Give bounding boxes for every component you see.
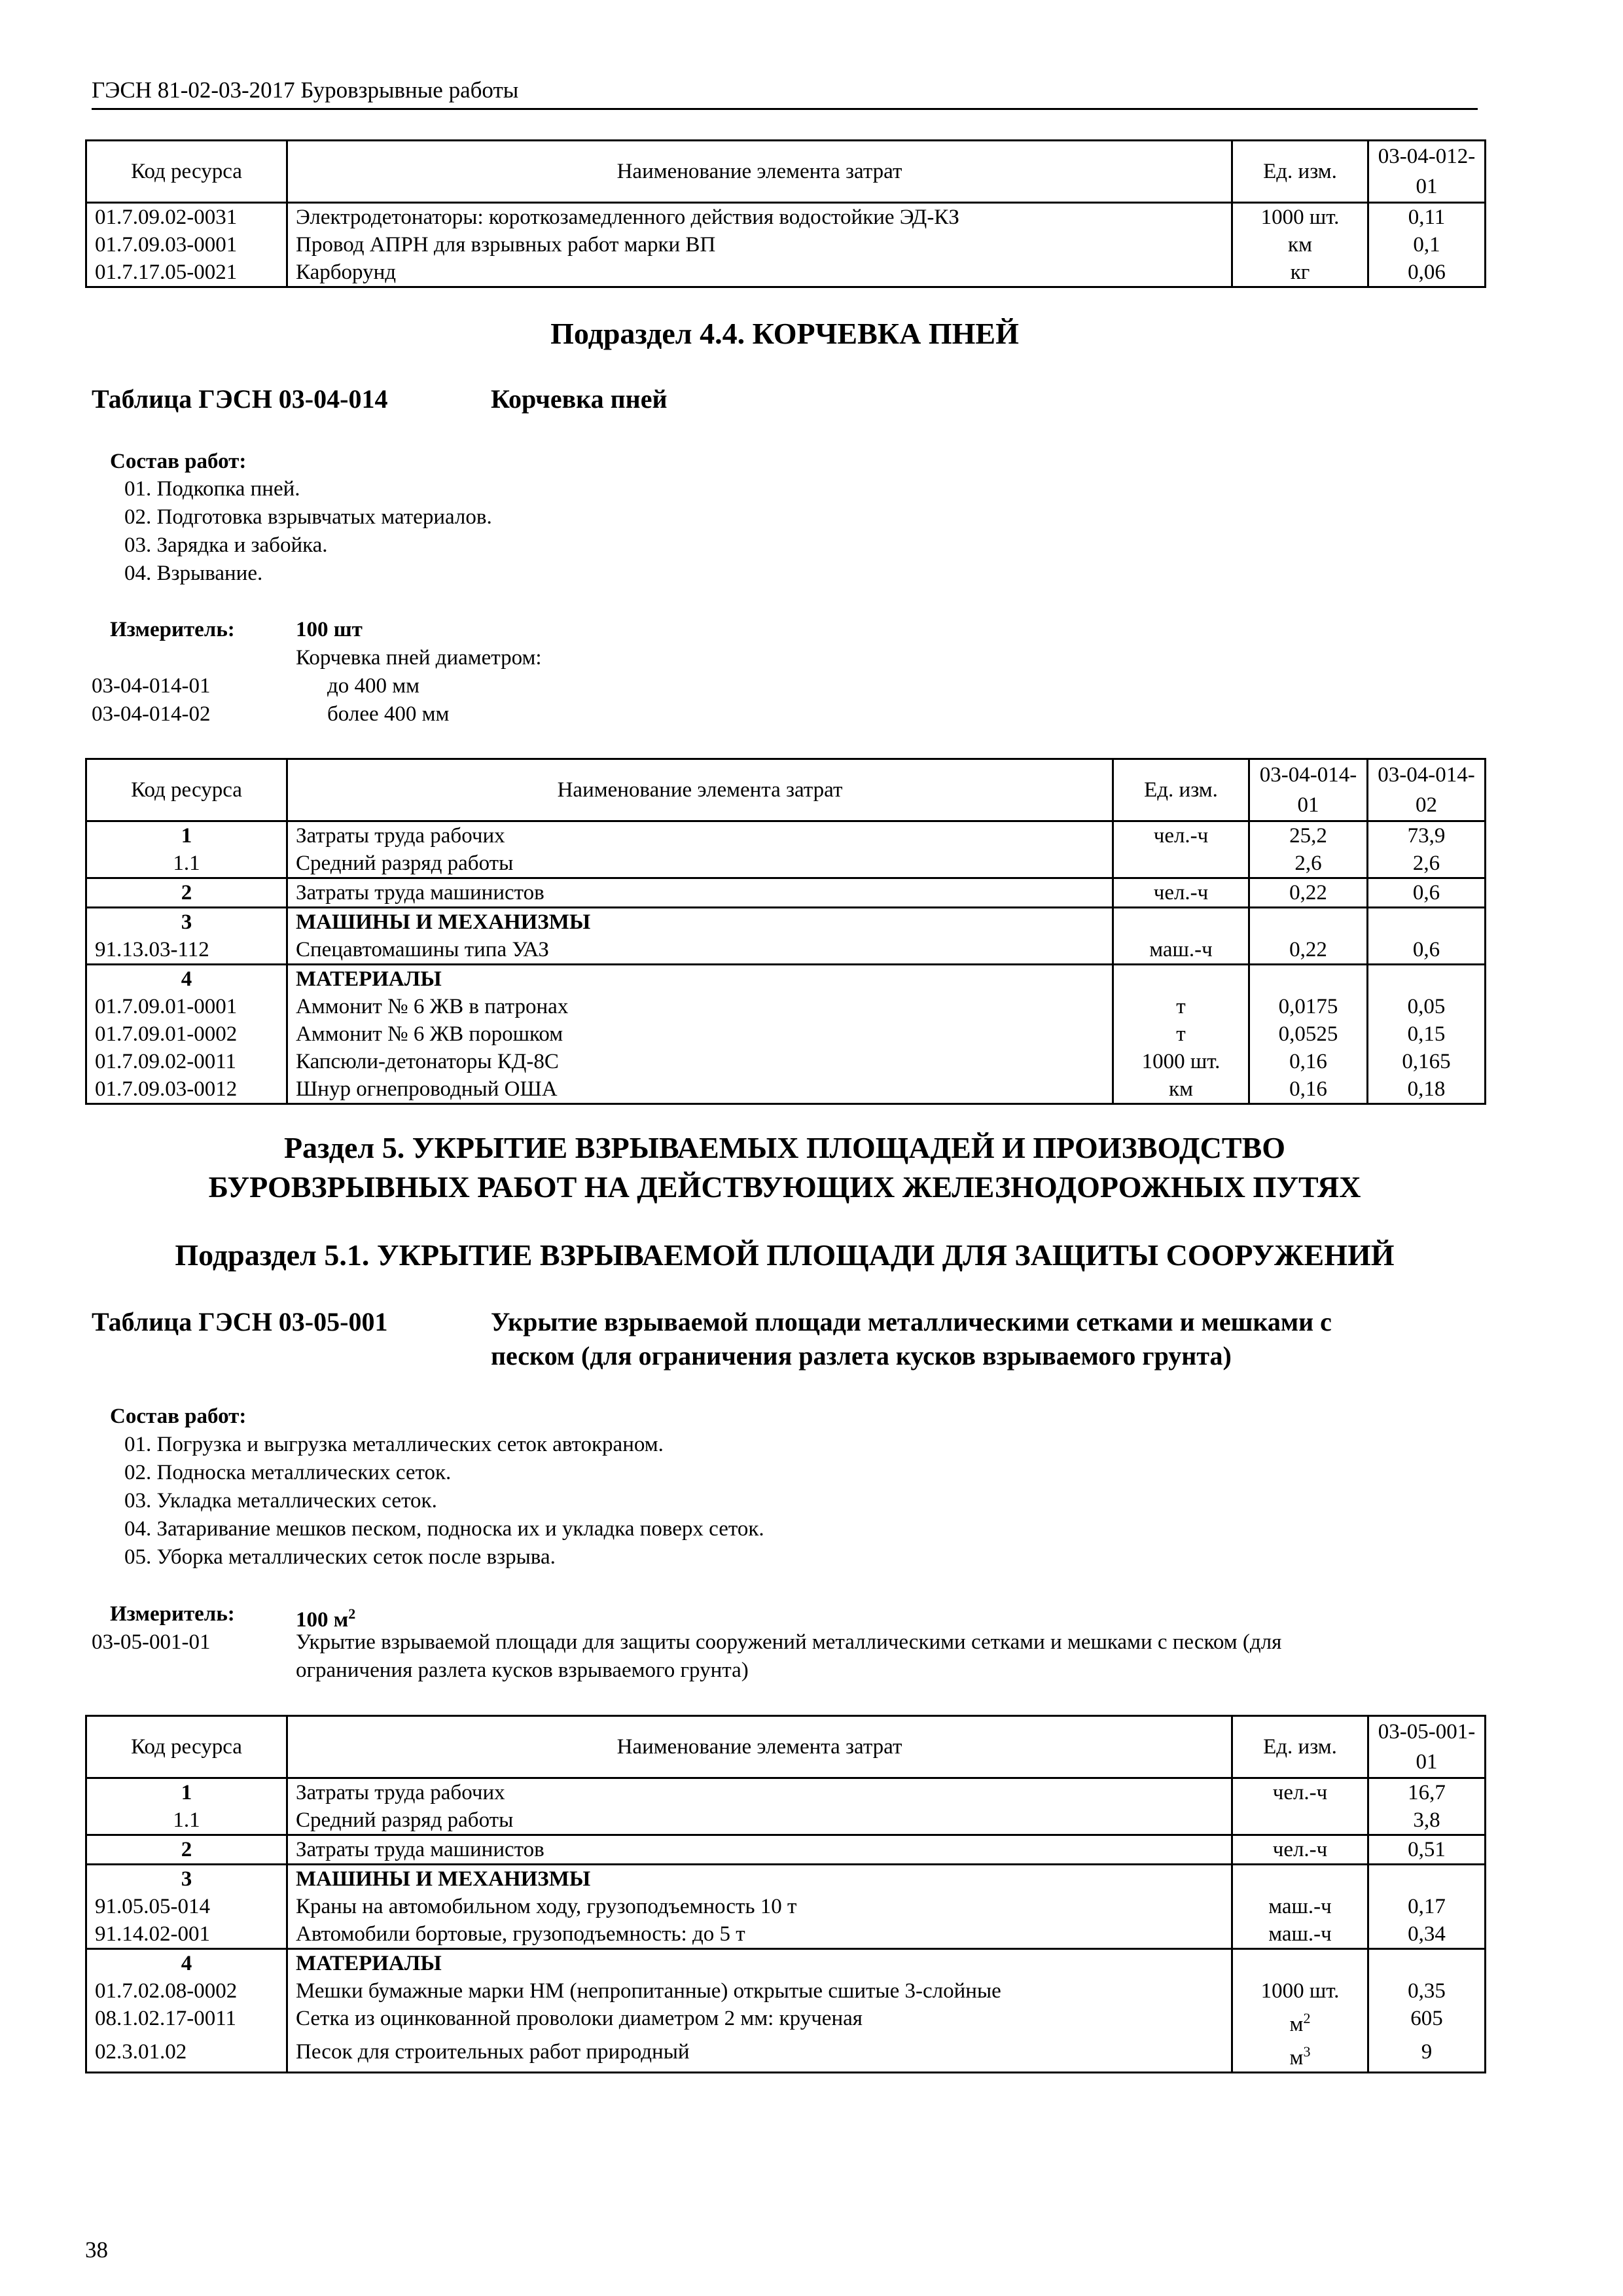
resource-code: 91.05.05-014 xyxy=(86,1893,287,1920)
resource-unit: 1000 шт. xyxy=(1113,1048,1249,1075)
work-composition-label: Состав работ: xyxy=(110,1405,247,1428)
resource-code: 91.13.03-112 xyxy=(86,936,287,965)
resource-value: 3,8 xyxy=(1368,1806,1486,1835)
table-title-line2: песком (для ограничения разлета кусков взрываемого грунта) xyxy=(491,1341,1232,1371)
resource-code: 91.14.02-001 xyxy=(86,1920,287,1949)
resource-unit: маш.-ч xyxy=(1232,1893,1368,1920)
resource-unit: 1000 шт. xyxy=(1232,203,1368,232)
resource-code: 2 xyxy=(86,1835,287,1865)
col-header-code: Код ресурса xyxy=(86,141,287,203)
resource-value: 2,6 xyxy=(1368,850,1486,878)
resource-code: 01.7.17.05-0021 xyxy=(86,259,287,287)
meter-description: Корчевка пней диаметром: xyxy=(296,646,542,670)
resource-group-name: МАШИНЫ И МЕХАНИЗМЫ xyxy=(287,1865,1232,1893)
table-row xyxy=(86,821,1486,850)
table-row xyxy=(86,908,1486,937)
table-title: Корчевка пней xyxy=(491,384,668,414)
resource-value: 605 xyxy=(1368,2005,1486,2038)
page-number: 38 xyxy=(85,2237,108,2263)
resource-unit: чел.-ч xyxy=(1113,878,1249,908)
resource-unit xyxy=(1232,1806,1368,1835)
meter-value: 100 $м^2$ xyxy=(296,1605,356,1632)
norm-code: 03-04-014-01 xyxy=(92,674,211,698)
resource-unit xyxy=(1113,965,1249,994)
resource-code: 01.7.09.02-0031 xyxy=(86,203,287,232)
resource-name: Сетка из оцинкованной проволоки диаметром 2 мм: крученая xyxy=(287,2005,1232,2038)
resource-code: 01.7.09.01-0002 xyxy=(86,1020,287,1048)
table-row xyxy=(86,231,1486,259)
resource-table-03-04-012 xyxy=(85,139,1486,288)
subsection-heading: Подраздел 5.1. УКРЫТИЕ ВЗРЫВАЕМОЙ ПЛОЩАДИ ДЛЯ ЗАЩИТЫ СООРУЖЕНИЙ xyxy=(175,1238,1395,1272)
resource-unit: т xyxy=(1113,1020,1249,1048)
resource-code: 1.1 xyxy=(86,850,287,878)
resource-unit: кг xyxy=(1232,259,1368,287)
resource-value xyxy=(1368,1949,1486,1978)
resource-value: 0,22 xyxy=(1249,878,1368,908)
resource-unit: $м^3$ xyxy=(1232,2038,1368,2073)
col-header-norm: 03-04-012-01 xyxy=(1368,141,1486,203)
resource-code: 3 xyxy=(86,1865,287,1893)
resource-unit: маш.-ч xyxy=(1232,1920,1368,1949)
resource-code: 08.1.02.17-0011 xyxy=(86,2005,287,2038)
resource-value: 0,06 xyxy=(1368,259,1486,287)
resource-name: Средний разряд работы xyxy=(287,1806,1232,1835)
resource-code: 4 xyxy=(86,965,287,994)
norm-text: более 400 мм xyxy=(327,702,450,726)
resource-table-03-05-001 xyxy=(85,1715,1486,2073)
resource-value: 0,6 xyxy=(1368,878,1486,908)
table-row xyxy=(86,1806,1486,1835)
resource-unit: км xyxy=(1232,231,1368,259)
table-row xyxy=(86,993,1486,1020)
resource-unit xyxy=(1113,908,1249,937)
col-header-norm: 03-04-014-01 xyxy=(1249,759,1368,821)
col-header-unit: Ед. изм. xyxy=(1232,1716,1368,1778)
col-header-norm: 03-04-014-02 xyxy=(1368,759,1486,821)
resource-name: Средний разряд работы xyxy=(287,850,1113,878)
resource-value: 0,15 xyxy=(1368,1020,1486,1048)
resource-code: 01.7.02.08-0002 xyxy=(86,1977,287,2005)
col-header-code: Код ресурса xyxy=(86,1716,287,1778)
table-row xyxy=(86,259,1486,287)
table-row xyxy=(86,2038,1486,2073)
resource-code: 01.7.09.03-0001 xyxy=(86,231,287,259)
resource-name: Карборунд xyxy=(287,259,1232,287)
resource-code: 1 xyxy=(86,1778,287,1807)
resource-value xyxy=(1249,908,1368,937)
table-header-row xyxy=(86,759,1486,821)
resource-group-name: МАШИНЫ И МЕХАНИЗМЫ xyxy=(287,908,1113,937)
running-header: ГЭСН 81-02-03-2017 Буровзрывные работы xyxy=(92,77,519,103)
resource-code: 02.3.01.02 xyxy=(86,2038,287,2073)
resource-value: 0,22 xyxy=(1249,936,1368,965)
norm-text-line2: ограничения разлета кусков взрываемого грунта) xyxy=(296,1659,749,1682)
col-header-name: Наименование элемента затрат xyxy=(287,141,1232,203)
resource-unit: чел.-ч xyxy=(1113,821,1249,850)
resource-code: 3 xyxy=(86,908,287,937)
col-header-norm: 03-05-001-01 xyxy=(1368,1716,1486,1778)
resource-value: 16,7 xyxy=(1368,1778,1486,1807)
resource-value: 0,34 xyxy=(1368,1920,1486,1949)
resource-name: Автомобили бортовые, грузоподъемность: до 5 т xyxy=(287,1920,1232,1949)
resource-table-03-04-014 xyxy=(85,758,1486,1105)
resource-code: 1 xyxy=(86,821,287,850)
col-header-unit: Ед. изм. xyxy=(1113,759,1249,821)
resource-code: 1.1 xyxy=(86,1806,287,1835)
resource-group-name: МАТЕРИАЛЫ xyxy=(287,1949,1232,1978)
resource-value: 0,11 xyxy=(1368,203,1486,232)
table-row xyxy=(86,850,1486,878)
table-row xyxy=(86,936,1486,965)
resource-value xyxy=(1249,965,1368,994)
table-row xyxy=(86,1920,1486,1949)
resource-value: 0,17 xyxy=(1368,1893,1486,1920)
table-row xyxy=(86,203,1486,232)
section-heading-line1: Раздел 5. УКРЫТИЕ ВЗРЫВАЕМЫХ ПЛОЩАДЕЙ И ПРОИЗВОДСТВО xyxy=(283,1131,1286,1164)
norm-code: 03-04-014-02 xyxy=(92,702,211,726)
resource-name: Затраты труда машинистов xyxy=(287,1835,1232,1865)
work-item: 03. Укладка металлических сеток. xyxy=(124,1489,437,1513)
resource-value: 0,05 xyxy=(1368,993,1486,1020)
resource-value: 9 xyxy=(1368,2038,1486,2073)
table-row xyxy=(86,1075,1486,1104)
col-header-name: Наименование элемента затрат xyxy=(287,759,1113,821)
resource-name: Песок для строительных работ природный xyxy=(287,2038,1232,2073)
resource-name: Электродетонаторы: короткозамедленного действия водостойкие ЭД-КЗ xyxy=(287,203,1232,232)
resource-code: 01.7.09.02-0011 xyxy=(86,1048,287,1075)
header-rule xyxy=(92,108,1478,110)
resource-unit: $м^2$ xyxy=(1232,2005,1368,2038)
resource-value: 0,165 xyxy=(1368,1048,1486,1075)
resource-name: Затраты труда машинистов xyxy=(287,878,1113,908)
resource-unit xyxy=(1232,1865,1368,1893)
resource-value: 0,1 xyxy=(1368,231,1486,259)
norm-text: до 400 мм xyxy=(327,674,420,698)
work-item: 02. Подготовка взрывчатых материалов. xyxy=(124,505,492,529)
resource-name: Затраты труда рабочих xyxy=(287,1778,1232,1807)
work-item: 04. Затаривание мешков песком, подноска их и укладка поверх сеток. xyxy=(124,1517,764,1541)
work-item: 02. Подноска металлических сеток. xyxy=(124,1461,452,1484)
norm-text-line1: Укрытие взрываемой площади для защиты сооружений металлическими сетками и мешками с песком (для xyxy=(296,1630,1282,1654)
work-item: 01. Подкопка пней. xyxy=(124,477,300,501)
section-heading-line2: БУРОВЗРЫВНЫХ РАБОТ НА ДЕЙСТВУЮЩИХ ЖЕЛЕЗНОДОРОЖНЫХ ПУТЯХ xyxy=(208,1170,1361,1204)
meter-label: Измеритель: xyxy=(110,618,235,641)
resource-code: 2 xyxy=(86,878,287,908)
resource-name: Краны на автомобильном ходу, грузоподъемность 10 т xyxy=(287,1893,1232,1920)
resource-value: 0,6 xyxy=(1368,936,1486,965)
table-row xyxy=(86,878,1486,908)
work-composition-label: Состав работ: xyxy=(110,450,247,473)
resource-value: 0,0175 xyxy=(1249,993,1368,1020)
resource-unit: чел.-ч xyxy=(1232,1835,1368,1865)
col-header-code: Код ресурса xyxy=(86,759,287,821)
table-label: Таблица ГЭСН 03-04-014 xyxy=(92,384,388,414)
resource-unit xyxy=(1113,850,1249,878)
resource-code: 01.7.09.03-0012 xyxy=(86,1075,287,1104)
meter-label: Измеритель: xyxy=(110,1602,235,1626)
table-title-line1: Укрытие взрываемой площади металлическими сетками и мешками с xyxy=(491,1307,1332,1336)
resource-code: 4 xyxy=(86,1949,287,1978)
resource-value: 0,16 xyxy=(1249,1048,1368,1075)
table-row xyxy=(86,1977,1486,2005)
resource-name: Провод АПРН для взрывных работ марки ВП xyxy=(287,231,1232,259)
resource-group-name: МАТЕРИАЛЫ xyxy=(287,965,1113,994)
table-row xyxy=(86,965,1486,994)
resource-code: 01.7.09.01-0001 xyxy=(86,993,287,1020)
norm-code: 03-05-001-01 xyxy=(92,1630,211,1654)
col-header-name: Наименование элемента затрат xyxy=(287,1716,1232,1778)
resource-name: Аммонит № 6 ЖВ порошком xyxy=(287,1020,1113,1048)
meter-value: 100 шт xyxy=(296,618,363,641)
resource-unit: маш.-ч xyxy=(1113,936,1249,965)
work-item: 05. Уборка металлических сеток после взрыва. xyxy=(124,1545,556,1569)
resource-unit xyxy=(1232,1949,1368,1978)
resource-value: 73,9 xyxy=(1368,821,1486,850)
resource-value: 0,16 xyxy=(1249,1075,1368,1104)
table-row xyxy=(86,1949,1486,1978)
resource-name: Капсюли-детонаторы КД-8С xyxy=(287,1048,1113,1075)
col-header-unit: Ед. изм. xyxy=(1232,141,1368,203)
table-row xyxy=(86,1865,1486,1893)
resource-unit: 1000 шт. xyxy=(1232,1977,1368,2005)
table-header-row xyxy=(86,1716,1486,1778)
resource-value: 0,35 xyxy=(1368,1977,1486,2005)
table-row xyxy=(86,2005,1486,2038)
table-row xyxy=(86,1778,1486,1807)
resource-name: Мешки бумажные марки НМ (непропитанные) открытые сшитые 3-слойные xyxy=(287,1977,1232,2005)
resource-unit: чел.-ч xyxy=(1232,1778,1368,1807)
subsection-heading: Подраздел 4.4. КОРЧЕВКА ПНЕЙ xyxy=(550,317,1019,350)
resource-value xyxy=(1368,1865,1486,1893)
work-item: 04. Взрывание. xyxy=(124,562,263,585)
resource-value xyxy=(1368,965,1486,994)
table-label: Таблица ГЭСН 03-05-001 xyxy=(92,1307,388,1336)
table-header-row xyxy=(86,141,1486,203)
table-row xyxy=(86,1835,1486,1865)
resource-value: 2,6 xyxy=(1249,850,1368,878)
resource-unit: т xyxy=(1113,993,1249,1020)
resource-unit: км xyxy=(1113,1075,1249,1104)
resource-name: Аммонит № 6 ЖВ в патронах xyxy=(287,993,1113,1020)
resource-name: Шнур огнепроводный ОША xyxy=(287,1075,1113,1104)
work-item: 03. Зарядка и забойка. xyxy=(124,533,328,557)
resource-value: 0,51 xyxy=(1368,1835,1486,1865)
resource-value: 0,0525 xyxy=(1249,1020,1368,1048)
resource-value: 0,18 xyxy=(1368,1075,1486,1104)
work-item: 01. Погрузка и выгрузка металлических сеток автокраном. xyxy=(124,1433,664,1456)
resource-name: Спецавтомашины типа УАЗ xyxy=(287,936,1113,965)
resource-value: 25,2 xyxy=(1249,821,1368,850)
table-row xyxy=(86,1048,1486,1075)
resource-value xyxy=(1368,908,1486,937)
table-row xyxy=(86,1893,1486,1920)
table-row xyxy=(86,1020,1486,1048)
resource-name: Затраты труда рабочих xyxy=(287,821,1113,850)
